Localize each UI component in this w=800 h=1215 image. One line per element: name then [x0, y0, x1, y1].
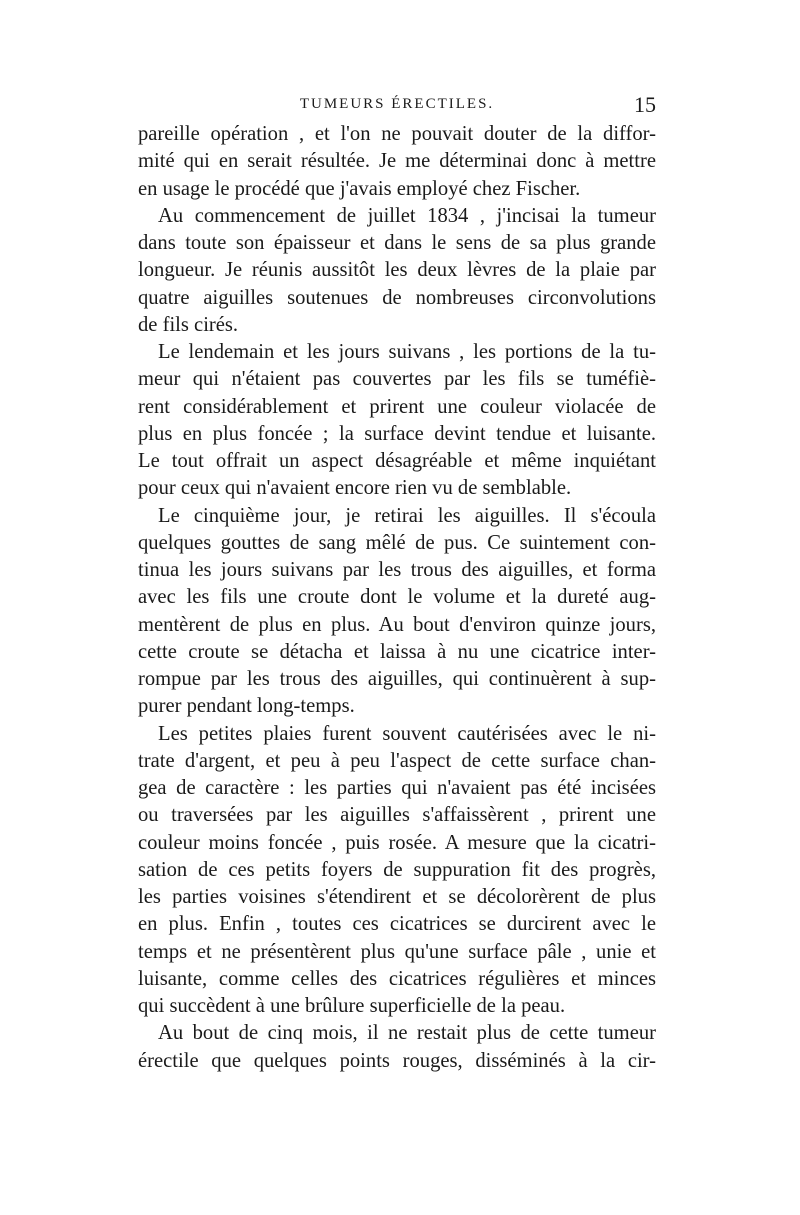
- text-line: gea de caractère : les parties qui n'avaient pas été incisées: [138, 777, 656, 799]
- running-head: [138, 92, 656, 120]
- text-line: Les petites plaies furent souvent cautérisées avec le ni-: [158, 722, 656, 745]
- text-line: couleur moins foncée , puis rosée. A mesure que la cicatri-: [138, 831, 656, 854]
- text-line: quatre aiguilles soutenues de nombreuses circonvolutions: [138, 286, 656, 309]
- text-line: longueur. Je réunis aussitôt les deux lèvres de la plaie par: [138, 259, 656, 282]
- body-text: [138, 121, 656, 1075]
- text-line: en usage le procédé que j'avais employé chez Fischer.: [138, 177, 581, 200]
- text-line: cette croute se détacha et laissa à nu une cicatrice inter-: [138, 640, 656, 663]
- text-line: mité qui en serait résultée. Je me déterminai donc à mettre: [138, 150, 656, 173]
- text-line: Au commencement de juillet 1834 , j'incisai la tumeur: [158, 204, 656, 227]
- text-line: pareille opération , et l'on ne pouvait douter de la diffor-: [138, 123, 656, 145]
- text-line: temps et ne présentèrent plus qu'une surface pâle , unie et: [138, 940, 656, 963]
- text-line: qui succèdent à une brûlure superficielle de la peau.: [138, 995, 566, 1017]
- page-number: 15: [634, 92, 656, 117]
- text-line: rent considérablement et prirent une couleur violacée de: [138, 395, 656, 418]
- text-line: en plus. Enfin , toutes ces cicatrices se durcirent avec le: [138, 913, 656, 936]
- text-line: de fils cirés.: [138, 313, 239, 336]
- text-line: purer pendant long-temps.: [138, 695, 355, 718]
- text-line: tinua les jours suivans par les trous des aiguilles, et forma: [138, 559, 656, 581]
- text-line: trate d'argent, et peu à peu l'aspect de cette surface chan-: [138, 749, 656, 772]
- running-title: TUMEURS ÉRECTILES.: [299, 96, 495, 112]
- text-line: mentèrent de plus en plus. Au bout d'environ quinze jours,: [138, 613, 656, 636]
- text-line: pour ceux qui n'avaient encore rien vu de semblable.: [138, 477, 572, 500]
- text-line: Le tout offrait un aspect désagréable et même inquiétant: [138, 450, 656, 472]
- text-line: Au bout de cinq mois, il ne restait plus de cette tumeur: [158, 1022, 656, 1045]
- text-line: quelques gouttes de sang mêlé de pus. Ce suintement con-: [138, 531, 656, 554]
- text-line: rompue par les trous des aiguilles, qui continuèrent à sup-: [138, 668, 656, 690]
- text-line: Le lendemain et les jours suivans , les portions de la tu-: [158, 341, 656, 363]
- text-line: les parties voisines s'étendirent et se décolorèrent de plus: [138, 886, 656, 908]
- text-line: dans toute son épaisseur et dans le sens de sa plus grande: [138, 232, 656, 254]
- text-line: Le cinquième jour, je retirai les aiguilles. Il s'écoula: [158, 504, 656, 527]
- text-line: avec les fils une croute dont le volume et la dureté aug-: [138, 586, 656, 609]
- text-line: ou traversées par les aiguilles s'affaissèrent , prirent une: [138, 804, 656, 827]
- text-line: plus en plus foncée ; la surface devint tendue et luisante.: [138, 422, 656, 445]
- text-line: érectile que quelques points rouges, disséminés à la cir-: [138, 1049, 656, 1072]
- text-line: sation de ces petits foyers de suppuration fit des progrès,: [138, 858, 656, 881]
- text-line: meur qui n'étaient pas couvertes par les fils se tuméfiè-: [138, 368, 656, 391]
- text-line: luisante, comme celles des cicatrices régulières et minces: [138, 967, 656, 990]
